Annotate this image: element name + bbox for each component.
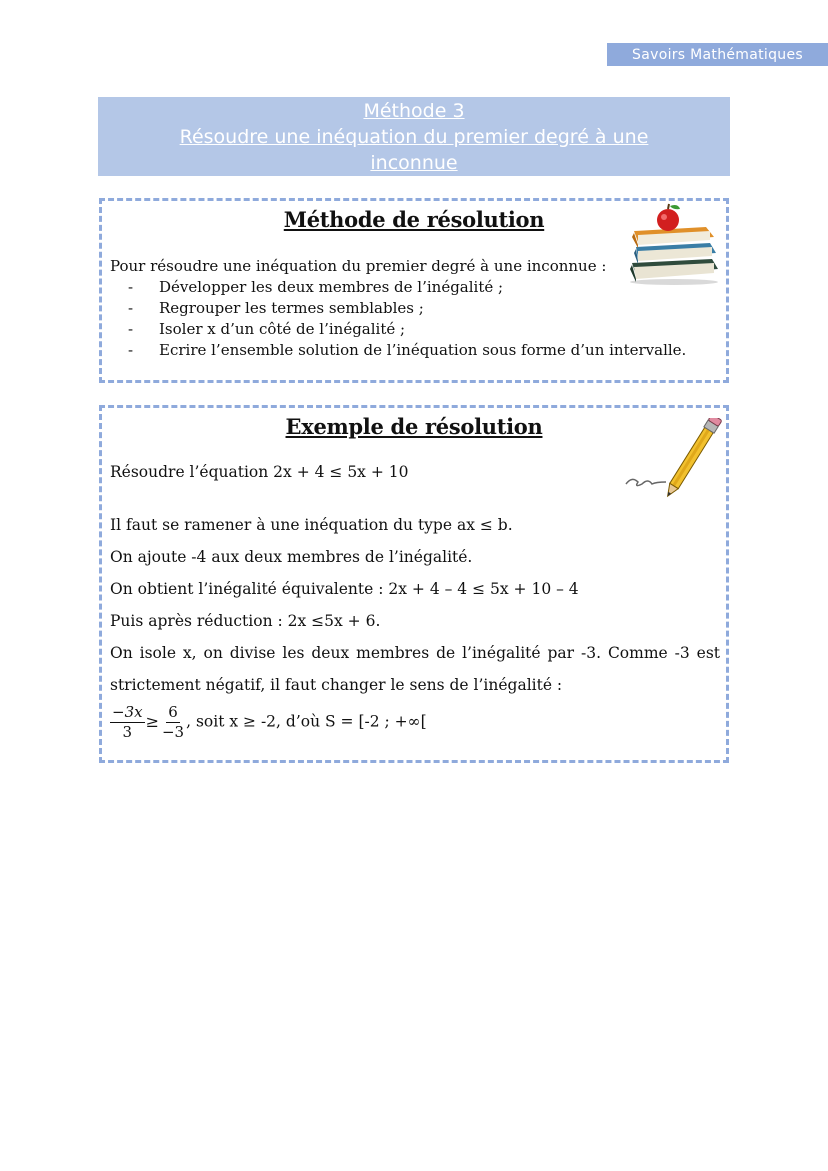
method-subtitle: Résoudre une inéquation du premier degré à une inconnue bbox=[179, 126, 649, 174]
example-heading: Exemple de résolution bbox=[285, 414, 543, 439]
example-card bbox=[99, 405, 729, 763]
books-with-apple-icon bbox=[626, 203, 722, 285]
list-item: - Isoler x d’un côté de l’inégalité ; bbox=[128, 320, 406, 338]
list-item: - Regrouper les termes semblables ; bbox=[128, 299, 424, 317]
method-number: Méthode 3 bbox=[363, 100, 465, 122]
list-item: - Développer les deux membres de l’inégalité ; bbox=[128, 278, 504, 296]
example-line: On obtient l’inégalité équivalente : 2x + 4 – 4 ≤ 5x + 10 – 4 bbox=[110, 580, 579, 598]
example-line: On isole x, on divise les deux membres de l’inégalité par -3. Comme -3 est bbox=[110, 644, 720, 662]
method-intro: Pour résoudre une inéquation du premier degré à une inconnue : bbox=[110, 257, 607, 275]
example-statement: Résoudre l’équation 2x + 4 ≤ 5x + 10 bbox=[110, 463, 409, 481]
pencil-icon bbox=[622, 418, 722, 498]
method-steps-list bbox=[128, 277, 686, 361]
example-line: strictement négatif, il faut changer le sens de l’inégalité : bbox=[110, 676, 563, 694]
example-line: On ajoute -4 aux deux membres de l’inégalité. bbox=[110, 548, 473, 566]
method-card bbox=[99, 198, 729, 383]
example-line: Il faut se ramener à une inéquation du type ax ≤ b. bbox=[110, 516, 513, 534]
list-item: - Ecrire l’ensemble solution de l’inéquation sous forme d’un intervalle. bbox=[128, 341, 687, 359]
example-line: Puis après réduction : 2x ≤5x + 6. bbox=[110, 612, 381, 630]
fraction: $\frac{-3x}{3}$ bbox=[112, 703, 143, 741]
method-title-banner bbox=[98, 97, 730, 176]
fraction: $\frac{6}{-3}$ bbox=[161, 703, 185, 741]
example-conclusion: $\frac{-3x}{3}$ ≥ $\frac{6}{-3}$ , soit x ≥ -2, d’où S = [-2 ; +∞[ bbox=[112, 703, 427, 741]
brand-label: Savoirs Mathématiques bbox=[607, 43, 828, 66]
method-heading: Méthode de résolution bbox=[283, 207, 545, 232]
